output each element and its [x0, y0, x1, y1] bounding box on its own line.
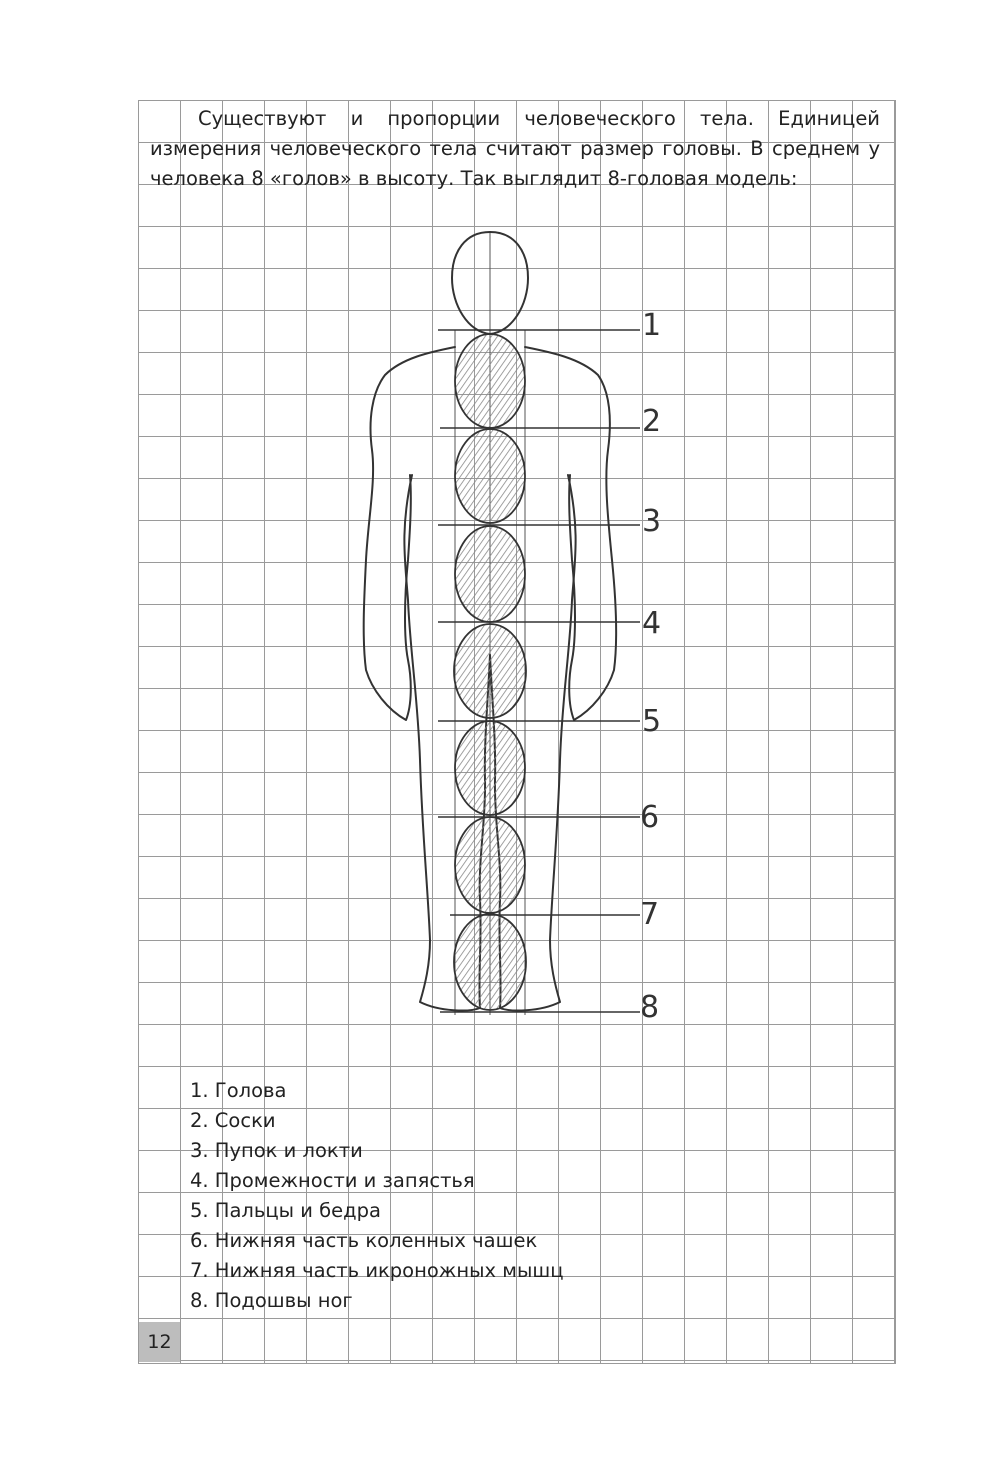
legend-item: 5. Пальцы и бедра	[190, 1199, 381, 1222]
marker-2: 2	[642, 404, 662, 439]
legend-item: 7. Нижняя часть икроножных мышц	[190, 1259, 564, 1282]
marker-5: 5	[642, 704, 662, 739]
marker-7: 7	[640, 897, 660, 932]
legend-item: 8. Подошвы ног	[190, 1289, 353, 1312]
marker-6: 6	[640, 800, 660, 835]
head-oval-8	[454, 914, 526, 1010]
proportion-legend	[190, 1076, 563, 1316]
head-oval-7	[455, 817, 525, 913]
intro-paragraph: Существуют и пропорции человеческого тела. Единицей измерения человеческого тела считают размер головы. В среднем у человека 8 «голов» в высоту. Так выглядит 8-головая модель:	[150, 107, 880, 190]
head-oval-5	[454, 624, 526, 718]
right-arm-outline	[364, 347, 455, 720]
legend-item: 3. Пупок и локти	[190, 1139, 363, 1162]
legend-item: 6. Нижняя часть коленных чашек	[190, 1229, 538, 1252]
legend-item: 2. Соски	[190, 1109, 276, 1132]
head-oval-6	[455, 721, 525, 815]
head-oval-4	[455, 526, 525, 622]
legend-item: 1. Голова	[190, 1079, 287, 1102]
marker-3: 3	[642, 504, 662, 539]
marker-8: 8	[640, 990, 660, 1025]
marker-1: 1	[642, 308, 662, 343]
marker-numbers	[640, 308, 661, 1025]
left-arm-outline	[525, 347, 616, 720]
marker-4: 4	[642, 606, 662, 641]
head-oval-2	[455, 334, 525, 428]
head-ovals	[454, 334, 526, 1010]
page-number: 12	[139, 1322, 180, 1362]
legend-item: 4. Промежности и запястья	[190, 1169, 475, 1192]
head-oval-3	[455, 429, 525, 523]
